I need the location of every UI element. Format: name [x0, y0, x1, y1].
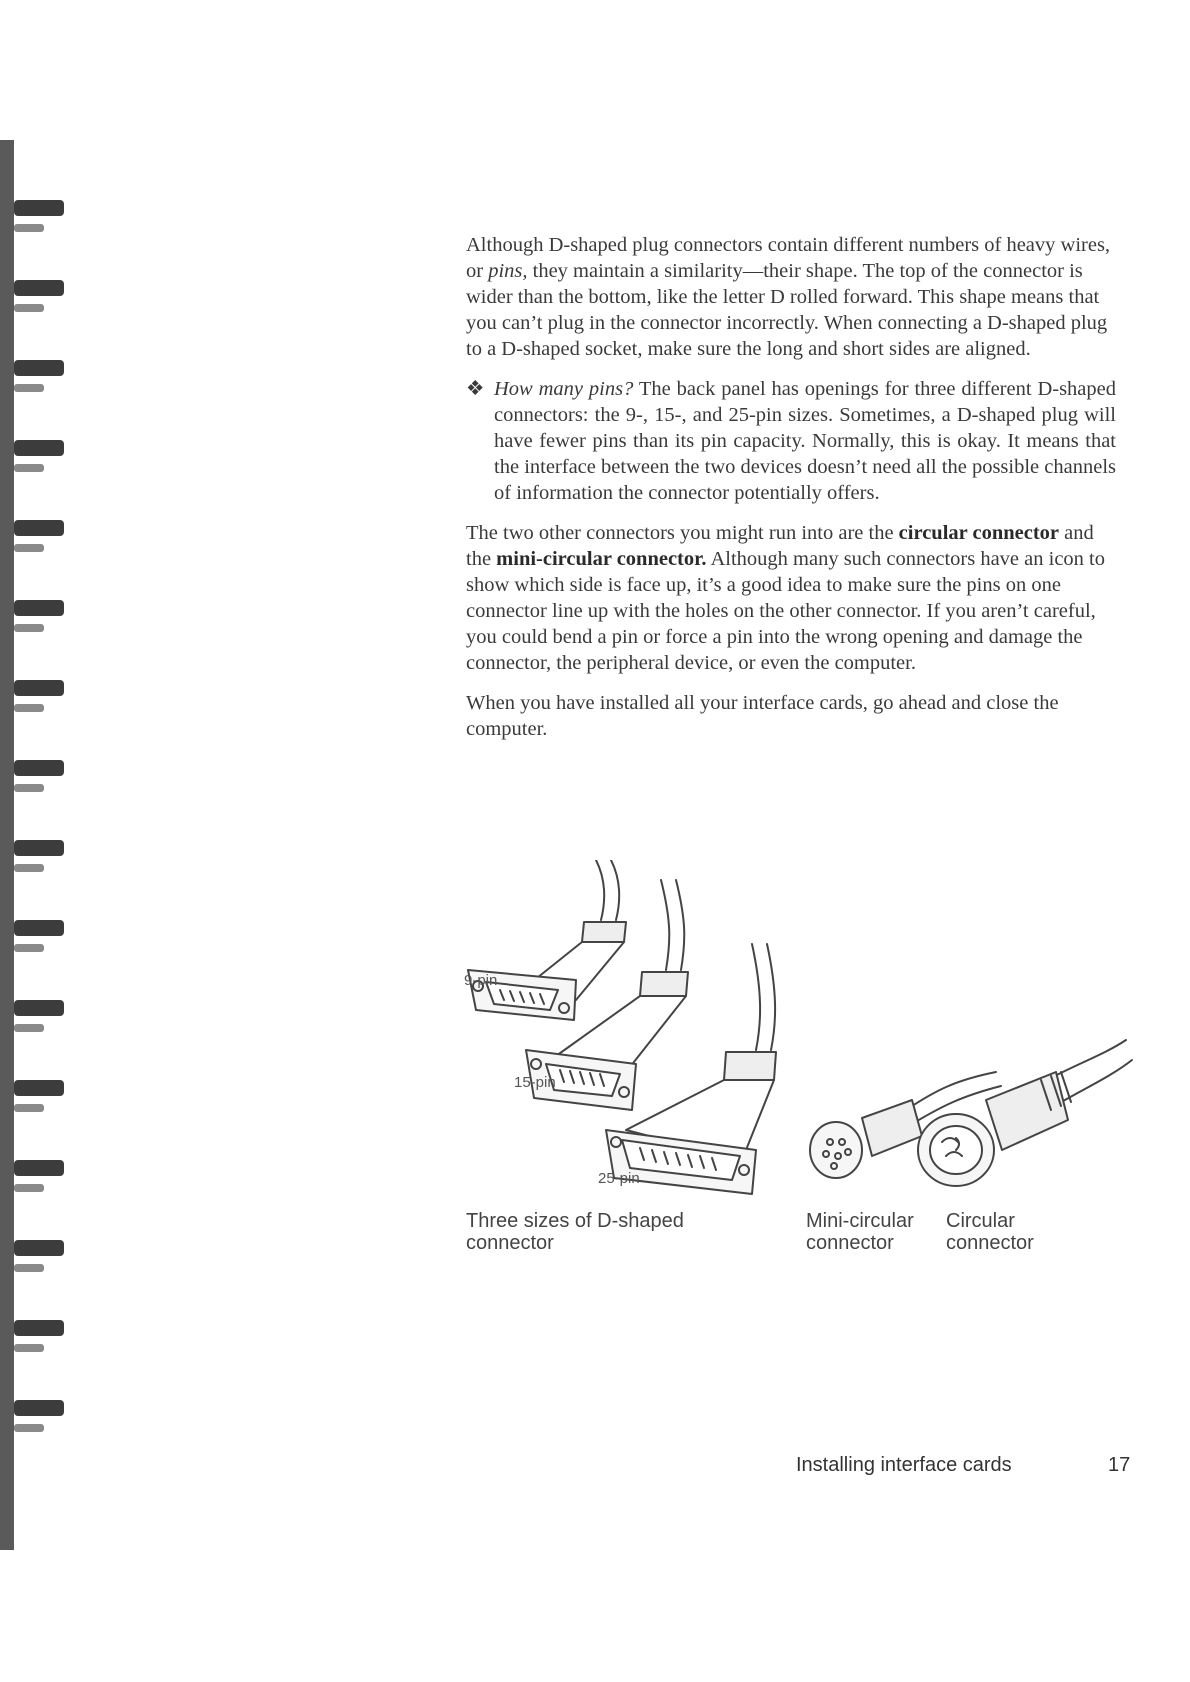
paragraph-d-shaped: [466, 232, 1116, 362]
paragraph-text: and the: [466, 522, 1094, 570]
tip-how-many-pins: [466, 376, 1116, 506]
caption-line: Three sizes of D-shaped: [466, 1210, 684, 1232]
caption-d-shaped: [466, 1210, 684, 1254]
running-footer-section: Installing interface cards: [796, 1454, 1012, 1476]
nine-pin-connector-drawing: [468, 860, 626, 1020]
caption-circular: [946, 1210, 1034, 1254]
emphasis-pins: pins,: [488, 260, 528, 282]
connector-figure: [456, 860, 1136, 1280]
circular-connector-drawing: [918, 1040, 1132, 1186]
tip-body: The back panel has openings for three different D-shaped connectors: the 9-, 15-, and 25-pin sizes. Sometimes, a D-shaped plug will have fewer pins than its pin capacity. Normally, this is okay. It means that the interface between the two devices doesn’t need all the possible channels of information the connector potentially offers.: [494, 378, 1116, 504]
label-9-pin: 9-pin: [464, 972, 498, 989]
paragraph-text: Although many such connectors have an icon to show which side is face up, it’s a good idea to make sure the pins on one connector line up with the holes on the other connector. If you aren’t careful, you could bend a pin or force a pin into the wrong opening and damage the connector, the peripheral device, or even the computer.: [466, 548, 1105, 674]
page-number: 17: [1108, 1454, 1131, 1476]
paragraph-text: Although D-shaped plug connectors contain different numbers of heavy wires, or: [466, 234, 1111, 282]
paragraph-text: they maintain a similarity—their shape. The top of the connector is wider than the bottom, like the letter D rolled forward. This shape means that you can’t plug in the connector incorrectly. When connecting a D-shaped plug to a D-shaped socket, make sure the long and short sides are aligned.: [466, 260, 1108, 360]
paragraph-text: The two other connectors you might run into are the: [466, 522, 899, 544]
paragraph-close-computer: When you have installed all your interface cards, go ahead and close the computer.: [466, 692, 1059, 740]
term-mini-circular-connector: mini-circular connector.: [496, 548, 707, 570]
paragraph-circular: [466, 520, 1116, 676]
label-25-pin: 25-pin: [598, 1170, 640, 1187]
caption-line: connector: [946, 1232, 1034, 1254]
label-15-pin: 15-pin: [514, 1074, 556, 1091]
spiral-binding: [0, 140, 70, 1550]
caption-line: connector: [806, 1232, 894, 1254]
tip-title: How many pins?: [494, 378, 634, 400]
caption-line: Mini-circular: [806, 1210, 914, 1232]
body-text: [466, 232, 1116, 756]
caption-line: connector: [466, 1232, 554, 1254]
diamond-bullet-icon: ❖: [466, 378, 485, 400]
term-circular-connector: circular connector: [898, 522, 1060, 544]
caption-line: Circular: [946, 1210, 1015, 1232]
caption-mini-circular: [806, 1210, 914, 1254]
